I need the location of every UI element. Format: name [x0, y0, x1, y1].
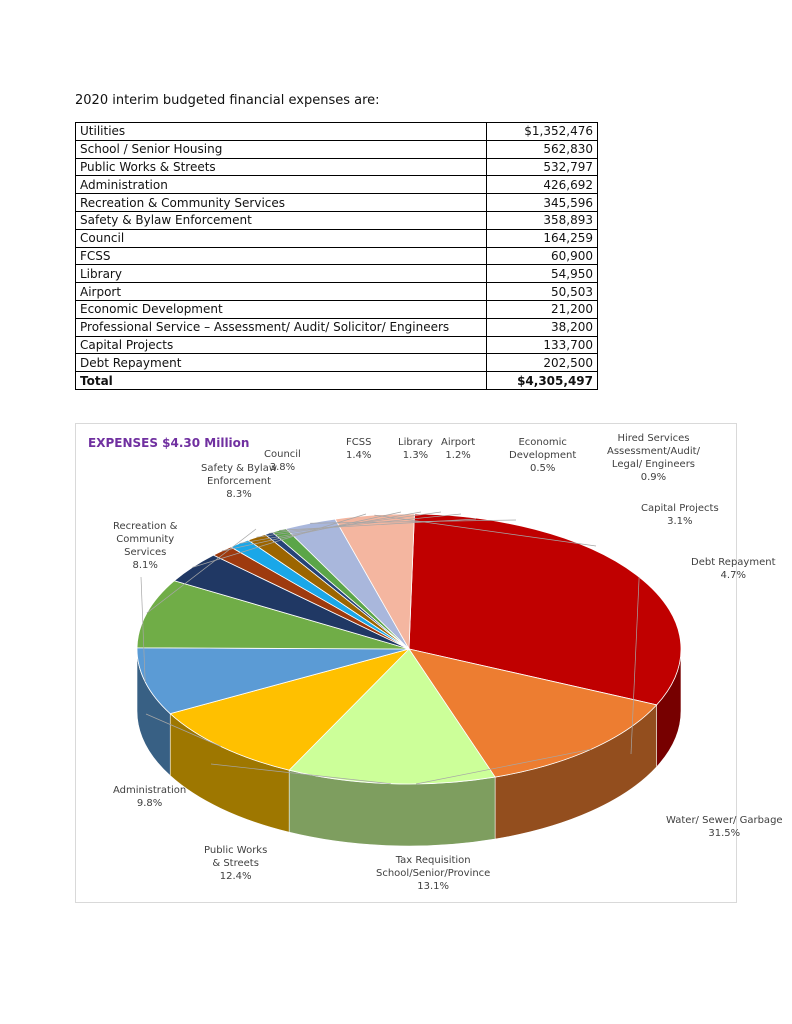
- slice-percent: 1.4%: [346, 450, 372, 461]
- slice-percent: 9.8%: [136, 798, 163, 809]
- expense-category: Capital Projects: [76, 336, 487, 354]
- expense-category: School / Senior Housing: [76, 140, 487, 158]
- slice-label-13: [641, 502, 719, 528]
- expense-amount: 345,596: [487, 194, 598, 212]
- slice-name: Capital Projects: [641, 503, 719, 514]
- slice-percent: 8.1%: [132, 560, 158, 571]
- slice-name: Recreation & Community Services: [113, 521, 178, 558]
- slice-label-3: [204, 844, 267, 883]
- slice-name: Council: [264, 449, 301, 460]
- intro-text: 2020 interim budgeted financial expenses are:: [75, 93, 380, 108]
- chart-title: EXPENSES $4.30 Million: [88, 436, 250, 450]
- total-amount: $4,305,497: [487, 372, 598, 390]
- table-row: [76, 283, 598, 301]
- table-row: [76, 336, 598, 354]
- expense-category: Airport: [76, 283, 487, 301]
- expense-amount: 38,200: [487, 318, 598, 336]
- expense-category: Public Works & Streets: [76, 158, 487, 176]
- slice-percent: 4.7%: [720, 570, 746, 581]
- slice-label-1: [666, 814, 783, 840]
- expense-amount: 50,503: [487, 283, 598, 301]
- table-row: [76, 229, 598, 247]
- slice-label-8: [346, 436, 371, 462]
- slice-percent: 3.1%: [667, 516, 693, 527]
- expenses-pie-chart: [75, 423, 783, 903]
- slice-percent: 8.3%: [226, 489, 252, 500]
- slice-label-9: [398, 436, 433, 462]
- table-row: [76, 211, 598, 229]
- expense-amount: 532,797: [487, 158, 598, 176]
- slice-label-14: [691, 556, 776, 582]
- table-row: [76, 265, 598, 283]
- slice-label-12: [607, 432, 700, 484]
- expense-amount: 358,893: [487, 211, 598, 229]
- table-row: [76, 140, 598, 158]
- expense-category: Safety & Bylaw Enforcement: [76, 211, 487, 229]
- expense-category: Administration: [76, 176, 487, 194]
- slice-label-5: [113, 520, 177, 572]
- table-row: [76, 194, 598, 212]
- expense-category: Economic Development: [76, 300, 487, 318]
- expense-category: FCSS: [76, 247, 487, 265]
- slice-percent: 0.5%: [529, 463, 556, 474]
- table-row: [76, 354, 598, 372]
- expense-amount: 21,200: [487, 300, 598, 318]
- expense-category: Recreation & Community Services: [76, 194, 487, 212]
- pie-top: [137, 514, 681, 784]
- slice-label-10: [441, 436, 475, 462]
- slice-name: Safety & Bylaw Enforcement: [201, 463, 278, 487]
- slice-label-2: [376, 854, 490, 893]
- expense-amount: 202,500: [487, 354, 598, 372]
- expense-amount: 426,692: [487, 176, 598, 194]
- slice-name: Economic Development: [509, 437, 577, 461]
- slice-percent: 0.9%: [640, 472, 667, 483]
- table-row: [76, 123, 598, 141]
- expenses-table: [75, 122, 598, 390]
- slice-percent: 3.8%: [269, 462, 296, 473]
- table-row: [76, 300, 598, 318]
- slice-name: Administration: [113, 785, 187, 796]
- table-row: [76, 247, 598, 265]
- total-row: [76, 372, 598, 390]
- slice-name: Public Works & Streets: [204, 845, 268, 869]
- expense-amount: 562,830: [487, 140, 598, 158]
- pie-chart-svg: [76, 424, 738, 904]
- table-row: [76, 318, 598, 336]
- expense-category: Council: [76, 229, 487, 247]
- slice-percent: 31.5%: [708, 828, 741, 839]
- slice-label-11: [509, 436, 576, 475]
- slice-name: FCSS: [346, 437, 372, 448]
- expense-amount: 60,900: [487, 247, 598, 265]
- slice-percent: 13.1%: [417, 881, 450, 892]
- expense-category: Debt Repayment: [76, 354, 487, 372]
- slice-label-7: [264, 448, 301, 474]
- table-row: [76, 158, 598, 176]
- slice-name: Tax Requisition School/Senior/Province: [376, 855, 491, 879]
- slice-percent: 1.3%: [402, 450, 429, 461]
- slice-name: Water/ Sewer/ Garbage: [666, 815, 783, 826]
- total-label: Total: [76, 372, 487, 390]
- expense-category: Professional Service – Assessment/ Audit/ Solicitor/ Engineers: [76, 318, 487, 336]
- slice-name: Debt Repayment: [691, 557, 776, 568]
- slice-percent: 12.4%: [219, 871, 252, 882]
- expense-category: Library: [76, 265, 487, 283]
- expense-amount: $1,352,476: [487, 123, 598, 141]
- slice-name: Library: [398, 437, 433, 448]
- table-row: [76, 176, 598, 194]
- expense-amount: 54,950: [487, 265, 598, 283]
- expense-amount: 133,700: [487, 336, 598, 354]
- slice-name: Hired Services Assessment/Audit/ Legal/ Engineers: [607, 433, 700, 470]
- slice-label-4: [113, 784, 186, 810]
- slice-percent: 1.2%: [445, 450, 471, 461]
- slice-name: Airport: [441, 437, 476, 448]
- expense-category: Utilities: [76, 123, 487, 141]
- expense-amount: 164,259: [487, 229, 598, 247]
